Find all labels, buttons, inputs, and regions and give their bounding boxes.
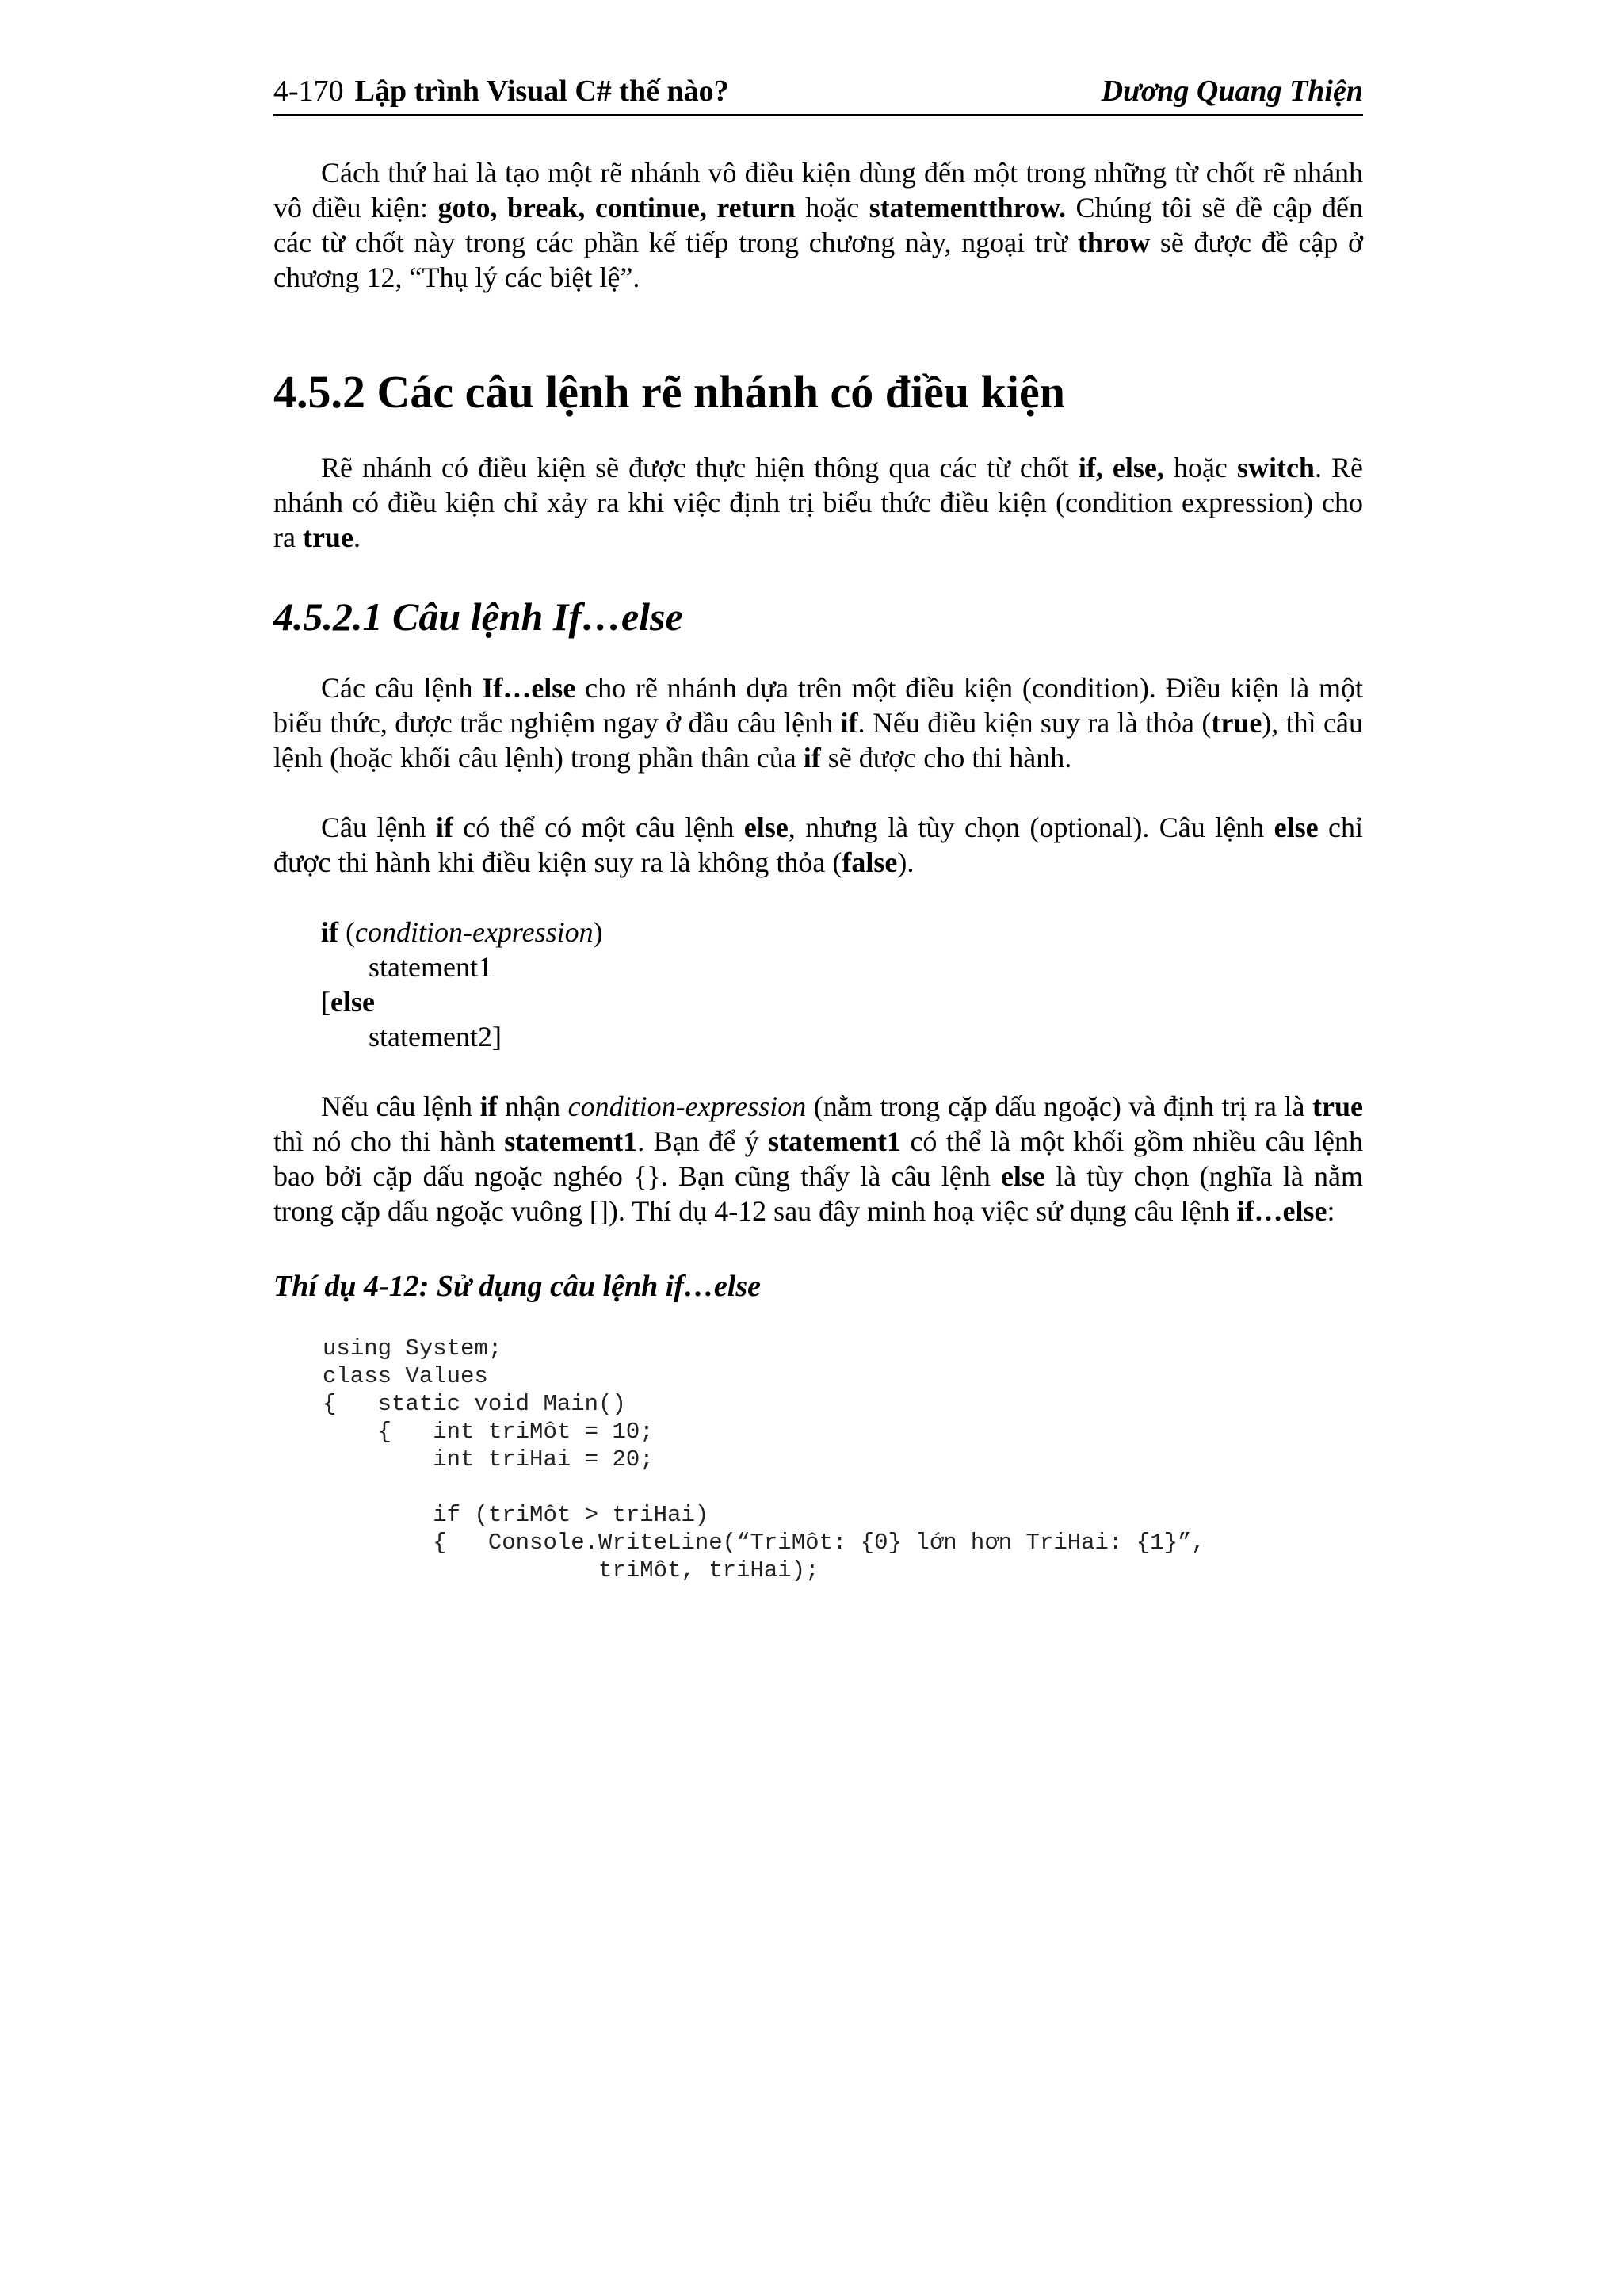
text: Cách thứ hai là tạo một rẽ nhánh vô điều kiện dùng đến một trong những từ chốt rẽ nhánh vô điều kiện: <box>273 157 1363 223</box>
running-header <box>273 71 1363 116</box>
code-listing: using System; class Values { static void Main() { int triMôt = 10; int triHai = 20; if (triMôt > triHai) { Console.WriteLine(“TriMôt: {0} lớn hơn TriHai: {1}”, triMôt, triHai); <box>323 1335 1205 1584</box>
keyword: if <box>840 707 858 739</box>
keyword: throw <box>1077 227 1151 258</box>
text: là tùy chọn (nghĩa là nằm trong cặp dấu ngoặc vuông []). Thí dụ 4-12 sau đây minh hoạ việc sử dụng câu lệnh <box>273 1160 1364 1227</box>
text: hoặc <box>795 192 869 223</box>
keyword: true <box>1211 707 1262 739</box>
page-content <box>273 71 1363 1584</box>
keyword: if <box>479 1091 498 1122</box>
keyword: true <box>302 521 353 553</box>
syntax-line-else <box>321 984 1363 1019</box>
text: Nếu câu lệnh <box>321 1091 480 1122</box>
text: ), thì câu lệnh (hoặc khối câu lệnh) trong phần thân của <box>273 707 1363 774</box>
ifelse-paragraph-1 <box>273 670 1363 775</box>
text: . <box>353 521 361 553</box>
keyword: switch <box>1236 452 1315 483</box>
ifelse-paragraph-3 <box>273 1089 1363 1228</box>
subsection-heading: 4.5.2.1 Câu lệnh If…else <box>273 594 683 639</box>
text: sẽ được cho thi hành. <box>820 742 1072 774</box>
intro-paragraph <box>273 155 1363 295</box>
text: . Nếu điều kiện suy ra là thỏa ( <box>857 707 1212 739</box>
section-heading: 4.5.2 Các câu lệnh rẽ nhánh có điều kiện <box>273 366 1065 418</box>
section-paragraph <box>273 450 1363 555</box>
keyword: if, else, <box>1078 452 1164 483</box>
text: thì nó cho thi hành <box>273 1125 505 1157</box>
keyword: true <box>1312 1091 1363 1122</box>
keyword: If…else <box>482 672 576 704</box>
keyword: statement1 <box>504 1125 638 1157</box>
text: nhận <box>497 1091 568 1122</box>
text: Các câu lệnh <box>321 672 483 704</box>
syntax-line-statement1: statement1 <box>369 951 492 983</box>
condition-expression: condition-expression <box>567 1091 807 1122</box>
book-title: Lập trình Visual C# thế nào? <box>354 74 729 108</box>
syntax-line-if <box>321 915 1363 949</box>
keyword: statementthrow. <box>869 192 1066 223</box>
condition-expression: condition-expression <box>355 916 594 948</box>
keyword: if <box>803 742 821 774</box>
text: . Rẽ nhánh có điều kiện chỉ xảy ra khi việc định trị biểu thức điều kiện (condition expression) cho ra <box>273 452 1363 553</box>
text: sẽ được đề cập ở chương 12, “Thụ lý các biệt lệ”. <box>273 227 1363 293</box>
text: [ <box>321 986 330 1018</box>
page-number: 4-170 <box>273 74 344 108</box>
text: , nhưng là tùy chọn (optional). Câu lệnh <box>788 812 1274 843</box>
author-name: Dương Quang Thiện <box>1101 74 1363 108</box>
header-left <box>273 71 729 111</box>
text: : <box>1327 1195 1335 1227</box>
text: Rẽ nhánh có điều kiện sẽ được thực hiện thông qua các từ chốt <box>321 452 1079 483</box>
syntax-line-statement2: statement2] <box>369 1021 502 1052</box>
syntax-block <box>321 915 1363 1054</box>
text: . Bạn để ý <box>637 1125 769 1157</box>
text: có thể là một khối gồm nhiều câu lệnh bao bởi cặp dấu ngoặc nghéo {}. Bạn cũng thấy là câu lệnh <box>273 1125 1363 1192</box>
keyword: false <box>842 846 898 878</box>
keyword: if <box>435 812 453 843</box>
text: ( <box>338 916 355 948</box>
example-caption: Thí dụ 4-12: Sử dụng câu lệnh if…else <box>273 1270 761 1303</box>
text: ) <box>593 916 603 948</box>
keyword: goto, break, continue, return <box>437 192 796 223</box>
keyword: if…else <box>1236 1195 1327 1227</box>
keyword: else <box>1274 812 1319 843</box>
keyword: else <box>1000 1160 1045 1192</box>
text: (nằm trong cặp dấu ngoặc) và định trị ra là <box>806 1091 1313 1122</box>
text: Chúng tôi sẽ đề cập đến các từ chốt này trong các phần kế tiếp trong chương này, ngoại trừ <box>273 192 1363 258</box>
keyword: if <box>321 916 338 948</box>
ifelse-paragraph-2 <box>273 810 1363 880</box>
text: cho rẽ nhánh dựa trên một điều kiện (condition). Điều kiện là một biểu thức, được trắc nghiệm ngay ở đầu câu lệnh <box>273 672 1363 739</box>
text: có thể có một câu lệnh <box>453 812 744 843</box>
keyword: else <box>330 986 375 1018</box>
text: ). <box>897 846 915 878</box>
text: hoặc <box>1163 452 1237 483</box>
text: Câu lệnh <box>321 812 436 843</box>
keyword: statement1 <box>768 1125 901 1157</box>
keyword: else <box>743 812 789 843</box>
text: chỉ được thi hành khi điều kiện suy ra là không thỏa ( <box>273 812 1363 878</box>
